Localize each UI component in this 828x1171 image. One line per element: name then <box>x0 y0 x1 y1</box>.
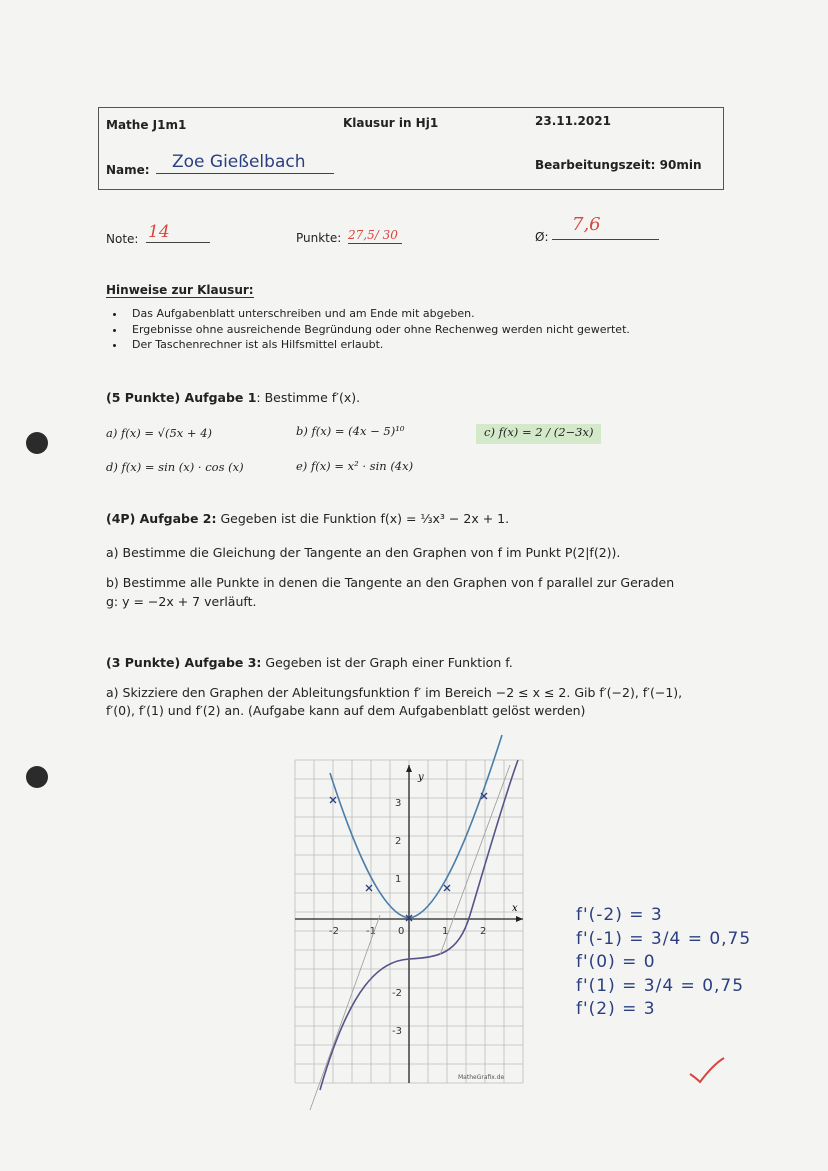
avg-label: Ø: <box>535 230 549 244</box>
x-tick: -2 <box>329 926 339 937</box>
task2-text: Gegeben ist die Funktion f(x) = ⅓x³ − 2x + 1. <box>216 511 510 526</box>
answer-line: f'(2) = 3 <box>576 999 656 1019</box>
curve-f-prime <box>320 760 518 1090</box>
y-tick: -3 <box>392 1026 402 1037</box>
answer-line: f'(-1) = 3/4 = 0,75 <box>576 928 752 949</box>
answer-line: f'(-2) = 3 <box>576 905 663 925</box>
exam-date: 23.11.2021 <box>535 114 611 128</box>
answer-line: f'(0) = 0 <box>576 952 656 972</box>
note-item: • Ergebnisse ohne ausreichende Begründung oder ohne Rechenweg werden nicht gewertet. <box>126 322 630 338</box>
notes-title: Hinweise zur Klausur: <box>106 283 254 297</box>
punch-hole-top <box>26 432 48 454</box>
y-tick: 2 <box>395 836 402 847</box>
task3-heading <box>106 655 513 670</box>
avg-value: 7,6 <box>552 214 659 240</box>
task2-b1: b) Bestimme alle Punkte in denen die Tangente an den Graphen von f parallel zur Geraden <box>106 575 675 590</box>
task1-c: c) f(x) = 2 / (2−3x) <box>476 424 601 444</box>
punch-hole-bottom <box>26 766 48 788</box>
task1-text: : Bestimme f′(x). <box>256 390 361 405</box>
answer-block <box>576 904 811 1022</box>
graph-watermark: MatheGrafix.de <box>458 1074 505 1081</box>
task2-heading <box>106 511 509 526</box>
tangent-sketch <box>440 765 510 955</box>
x-tick: 0 <box>398 926 405 937</box>
task1-a: a) f(x) = √(5x + 4) <box>106 426 213 440</box>
y-tick: 1 <box>395 874 402 885</box>
notes-list <box>108 306 630 353</box>
answer-line: f'(1) = 3/4 = 0,75 <box>576 975 745 996</box>
note-value: 14 <box>146 222 210 243</box>
task3-a1: a) Skizziere den Graphen der Ableitungsfunktion f′ im Bereich −2 ≤ x ≤ 2. Gib f′(−2), f′(−1), <box>106 685 683 700</box>
task1-d: d) f(x) = sin (x) · cos (x) <box>106 460 244 474</box>
function-graph <box>280 725 540 1125</box>
punkte-value: 27,5/ 30 <box>348 228 402 244</box>
note-item: • Der Taschenrechner ist als Hilfsmittel erlaubt. <box>126 337 630 353</box>
task2-b2: g: y = −2x + 7 verläuft. <box>106 594 257 609</box>
x-tick: 2 <box>480 926 487 937</box>
task2-points: (4P) Aufgabe 2: <box>106 511 217 526</box>
x-tick: -1 <box>366 926 376 937</box>
x-axis-arrow-icon <box>516 916 523 922</box>
task3-text: Gegeben ist der Graph einer Funktion f. <box>261 655 513 670</box>
y-tick: -2 <box>392 988 402 999</box>
task1-b: b) f(x) = (4x − 5)¹⁰ <box>296 424 405 438</box>
x-axis-label: x <box>512 903 518 914</box>
task1-e: e) f(x) = x² · sin (4x) <box>296 459 414 473</box>
task2-a: a) Bestimme die Gleichung der Tangente an den Graphen von f im Punkt P(2|f(2)). <box>106 545 621 560</box>
name-label: Name: <box>106 163 150 177</box>
y-axis-label: y <box>418 772 424 783</box>
subject: Mathe J1m1 <box>106 118 187 132</box>
note-item: • Das Aufgabenblatt unterschreiben und am Ende mit abgeben. <box>126 306 630 322</box>
name-value: Zoe Gießelbach <box>156 152 334 174</box>
task1-heading <box>106 390 360 405</box>
task1-points: (5 Punkte) Aufgabe 1 <box>106 390 257 405</box>
note-label: Note: <box>106 232 139 246</box>
task3-points: (3 Punkte) Aufgabe 3: <box>106 655 262 670</box>
y-axis-arrow-icon <box>406 765 412 772</box>
task3-a2: f′(0), f′(1) und f′(2) an. (Aufgabe kann auf dem Aufgabenblatt gelöst werden) <box>106 703 586 718</box>
curve-f <box>330 735 502 918</box>
x-tick: 1 <box>442 926 449 937</box>
y-tick: 3 <box>395 798 402 809</box>
checkmark-icon <box>688 1056 728 1086</box>
exam-title: Klausur in Hj1 <box>343 116 439 130</box>
punkte-label: Punkte: <box>296 231 342 245</box>
tangent-sketch <box>310 915 380 1110</box>
time-limit: Bearbeitungszeit: 90min <box>535 158 702 172</box>
